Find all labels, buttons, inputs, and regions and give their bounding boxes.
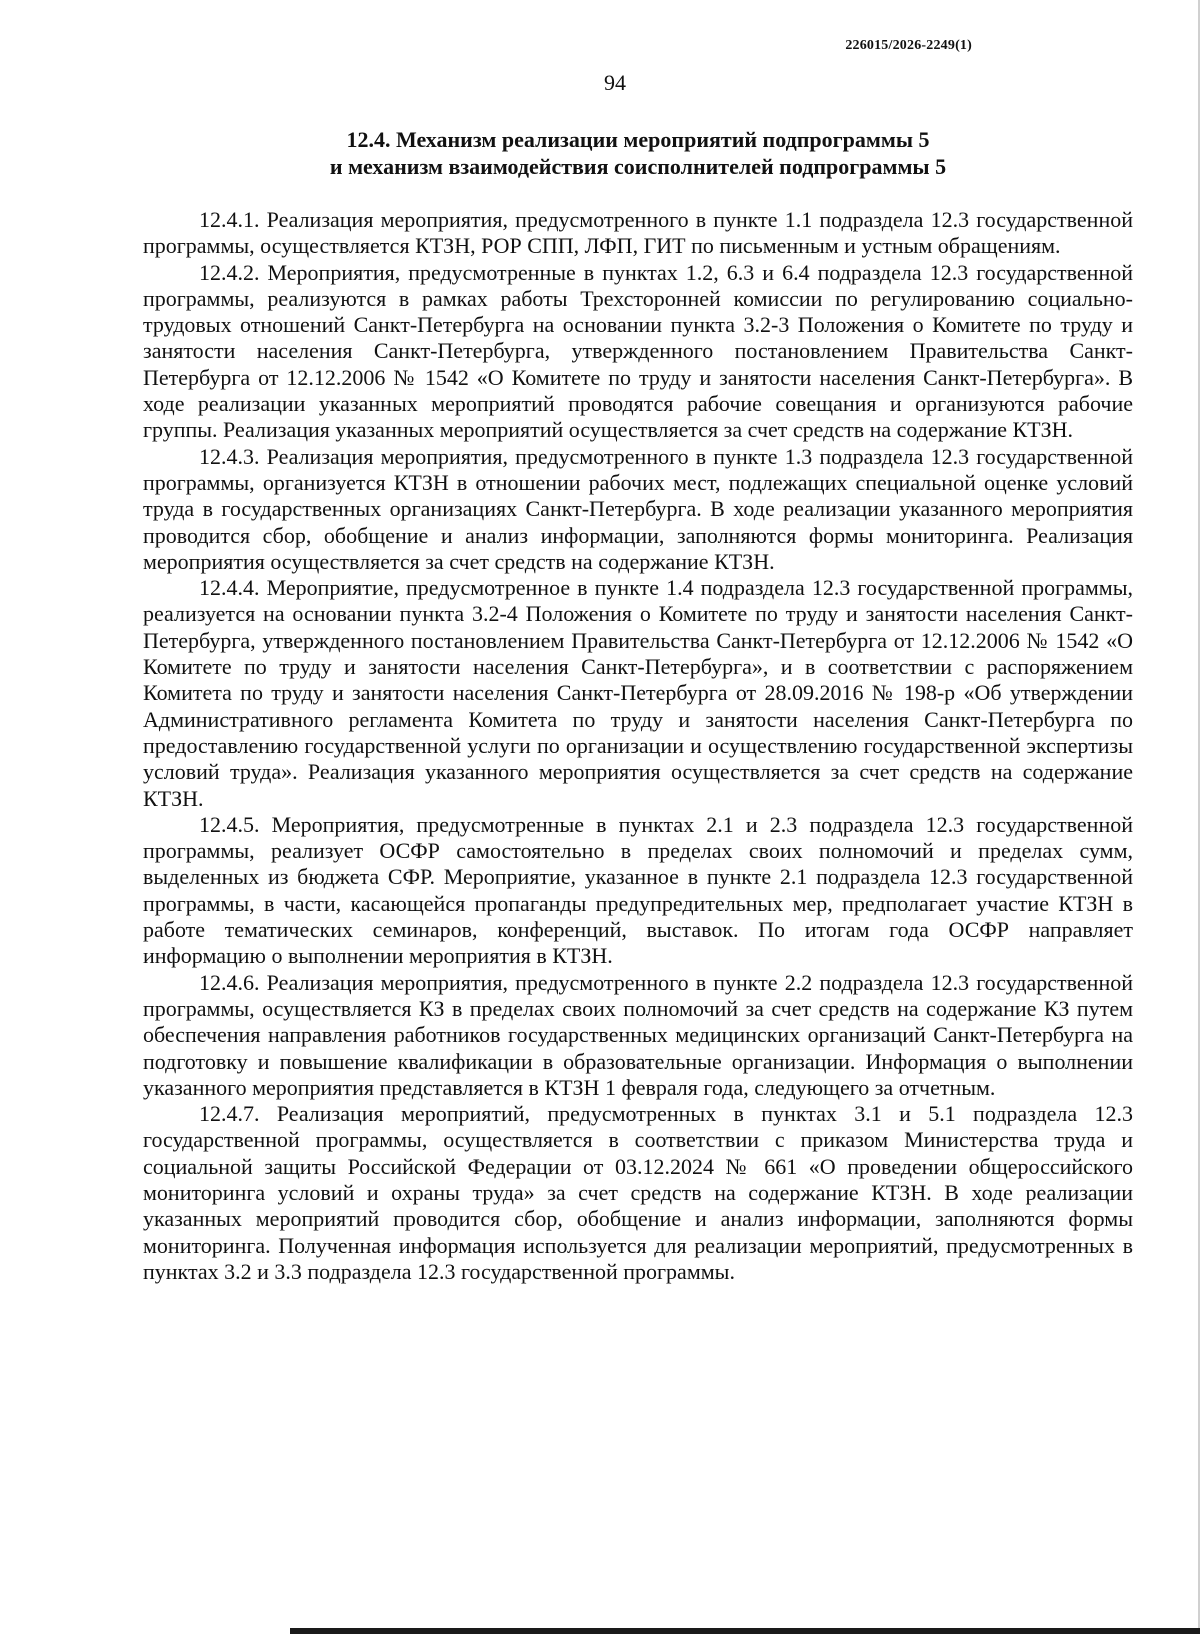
section-body	[143, 207, 1133, 1285]
paragraph-12-4-2: 12.4.2. Мероприятия, предусмотренные в пунктах 1.2, 6.3 и 6.4 подраздела 12.3 государственной программы, реализуются в рамках работы Трехсторонней комиссии по регулированию социально-трудовых отношений Санкт-Петербурга на основании пункта 3.2-3 Положения о Комитете по труду и занятости населения Санкт-Петербурга, утвержденного постановлением Правительства Санкт-Петербурга от 12.12.2006 № 1542 «О Комитете по труду и занятости населения Санкт-Петербурга». В ходе реализации указанных мероприятий проводятся рабочие совещания и организуются рабочие группы. Реализация указанных мероприятий осуществляется за счет средств на содержание КТЗН.	[143, 259, 1133, 443]
section-heading	[143, 126, 1133, 180]
section-heading-line-2: и механизм взаимодействия соисполнителей подпрограммы 5	[329, 154, 947, 179]
document-number: 226015/2026-2249(1)	[845, 38, 972, 53]
paragraph-12-4-5: 12.4.5. Мероприятия, предусмотренные в пунктах 2.1 и 2.3 подраздела 12.3 государственной программы, реализует ОСФР самостоятельно в пределах своих полномочий и пределах сумм, выделенных из бюджета СФР. Мероприятие, указанное в пункте 2.1 подраздела 12.3 государственной программы, в части, касающейся пропаганды предупредительных мер, предполагает участие КТЗН в работе тематических семинаров, конференций, выставок. По итогам года ОСФР направляет информацию о выполнении мероприятия в КТЗН.	[143, 811, 1133, 969]
section-heading-line-1: 12.4. Механизм реализации мероприятий подпрограммы 5	[346, 127, 930, 152]
paragraph-12-4-3: 12.4.3. Реализация мероприятия, предусмотренного в пункте 1.3 подраздела 12.3 государственной программы, организуется КТЗН в отношении рабочих мест, подлежащих специальной оценке условий труда в государственных организациях Санкт-Петербурга. В ходе реализации указанного мероприятия проводится сбор, обобщение и анализ информации, заполняются формы мониторинга. Реализация мероприятия осуществляется за счет средств на содержание КТЗН.	[143, 443, 1133, 574]
paragraph-12-4-4: 12.4.4. Мероприятие, предусмотренное в пункте 1.4 подраздела 12.3 государственной программы, реализуется на основании пункта 3.2-4 Положения о Комитете по труду и занятости населения Санкт-Петербурга, утвержденного постановлением Правительства Санкт-Петербурга от 12.12.2006 № 1542 «О Комитете по труду и занятости населения Санкт-Петербурга», и в соответствии с распоряжением Комитета по труду и занятости населения Санкт-Петербурга от 28.09.2016 № 198-р «Об утверждении Административного регламента Комитета по труду и занятости населения Санкт-Петербурга по предоставлению государственной услуги по организации и осуществлению государственной экспертизы условий труда». Реализация указанного мероприятия осуществляется за счет средств на содержание КТЗН.	[143, 575, 1133, 811]
paragraph-12-4-7: 12.4.7. Реализация мероприятий, предусмотренных в пунктах 3.1 и 5.1 подраздела 12.3 государственной программы, осуществляется в соответствии с приказом Министерства труда и социальной защиты Российской Федерации от 03.12.2024 № 661 «О проведении общероссийского мониторинга условий и охраны труда» за счет средств на содержание КТЗН. В ходе реализации указанных мероприятий проводится сбор, обобщение и анализ информации, заполняются формы мониторинга. Полученная информация используется для реализации мероприятий, предусмотренных в пунктах 3.2 и 3.3 подраздела 12.3 государственной программы.	[143, 1101, 1133, 1284]
paragraph-12-4-6: 12.4.6. Реализация мероприятия, предусмотренного в пункте 2.2 подраздела 12.3 государственной программы, осуществляется КЗ в пределах своих полномочий за счет средств на содержание КЗ путем обеспечения направления работников государственных медицинских организаций Санкт-Петербурга на подготовку и повышение квалификации в образовательные организации. Информация о выполнении указанного мероприятия представляется в КТЗН 1 февраля года, следующего за отчетным.	[143, 969, 1133, 1100]
scan-bottom-edge	[290, 1628, 1200, 1634]
paragraph-12-4-1: 12.4.1. Реализация мероприятия, предусмотренного в пункте 1.1 подраздела 12.3 государственной программы, осуществляется КТЗН, РОР СПП, ЛФП, ГИТ по письменным и устным обращениям.	[143, 207, 1133, 259]
page-number: 94	[604, 70, 626, 95]
